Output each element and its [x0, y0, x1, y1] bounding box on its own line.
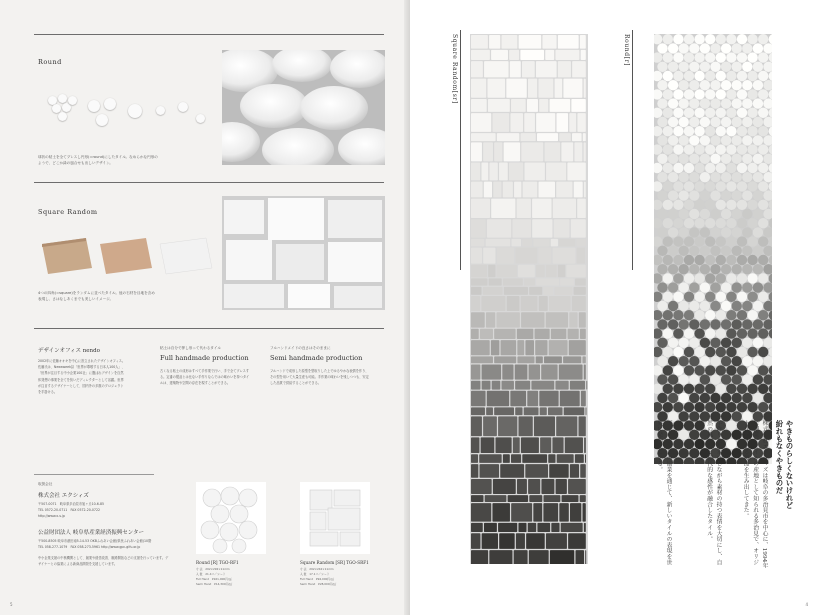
right-page-number: 4 [805, 602, 808, 607]
org-name: 公益財団法人 岐阜県産業経済振興センター [38, 530, 145, 536]
round-product-count: 入 数 21.4コ／シート [196, 572, 226, 576]
round-product-image [196, 482, 266, 554]
square-random-tile-samples [38, 224, 218, 294]
section-rule [34, 182, 384, 183]
round-tile-samples [38, 74, 218, 144]
square-random-product-full-price: Full Hand ¥94,000円/㎡ [300, 577, 334, 581]
designer-name: デザインオフィス nendo [38, 348, 100, 354]
round-product-name: Round [R] TGO-RF1 [196, 560, 239, 565]
right-page [410, 0, 820, 615]
company-address: 〒507-0071 岐阜県多治見市旭ヶ丘10-6-85 [38, 502, 105, 506]
left-page-number: 5 [10, 602, 13, 607]
headline-line-1: やきものらしくないけれど [785, 420, 794, 509]
square-random-title: Square Random [38, 208, 98, 216]
r-label-line [632, 30, 633, 270]
round-caption: 球状の粘土を全てプレスし円形(=round)にしたタイル。なめらかな円形のようで、どこか緑の風合せも出しいデザイン。 [38, 155, 158, 165]
square-random-product-semi-price: Semi Hand ¥28,000円/㎡ [300, 582, 337, 586]
org-note: 中小企業支援の中核機関として、創業や経営改善、販路開拓などの支援を行っています。デザイナーとの協業による新商品開発を支援しています。 [38, 556, 169, 566]
round-gradient-photo [654, 34, 772, 464]
round-product-semi-price: Semi Hand ¥14,300円/㎡ [196, 582, 233, 586]
sr-label-line [460, 30, 461, 270]
org-address: 〒500-8505 岐阜市薮田南5-14-53 OKBふれあい会館(県民ふれあい会館)10階 [38, 539, 152, 543]
company-name: 株式会社 エクシィズ [38, 493, 89, 499]
round-title: Round [38, 58, 62, 66]
square-random-product-count: 入 数 17.1コ／シート [300, 572, 330, 576]
semi-handmade-title: Semi handmade production [270, 354, 363, 362]
square-random-product-name: Square Random [SR] TGO-SRF1 [300, 560, 369, 565]
square-random-label: Square Random[sr] [451, 34, 458, 104]
headline-line-2: 紛れもなくやきものだ [775, 420, 784, 494]
square-random-gradient-photo [470, 34, 588, 564]
semi-handmade-kicker: フルハンドメイドの良さはそのままに [270, 346, 331, 350]
body-column-2: 手作りを基本にしながら素材の持つ表情を大切にし、自然の風合いと現代的な感性が融合したタイル。 [705, 420, 721, 565]
full-handmade-title: Full handmade production [160, 354, 249, 362]
body-column-1: 株式会社エクシィズは岐阜の多治見市を中心に、1994年に創業。タイルの産地として知られる多治見で、オリジナリティある製品を生み出してきた。 [742, 420, 767, 569]
square-random-product-image [300, 482, 370, 554]
square-random-product-size: 寸 法 292×242×11mm [300, 567, 334, 571]
round-product-size: 寸 法 292×292×11mm [196, 567, 230, 571]
square-random-caption: 4つの四角(=square)をランダムに並べたタイル。他の石材を目地を含め表現し、さはなしあくまでも美しいイメージ。 [38, 291, 155, 301]
round-tile-closeup-icon [222, 50, 385, 165]
body-column-3: デザイナーとの協業を通じて、新しいタイルの表現を世界に発信している。 [655, 420, 671, 565]
contact-rule [34, 474, 154, 475]
company-url[interactable]: http://www.x-s.jp [38, 514, 65, 518]
full-handmade-body: 古くなる粘土の成形はすべて手作業で行い、手で全てプレスする。定番の製品とは比ない手作りならではの味わいを持つタイルは、建築物や空間の存在を現すことができる。 [160, 369, 250, 386]
round-tile-photo [222, 50, 385, 165]
section-rule [34, 328, 384, 329]
headline [774, 420, 794, 570]
contact-heading: 取扱会社 [38, 482, 53, 486]
round-product-full-price: Full Hand ¥161,000円/㎡ [196, 577, 232, 581]
section-rule [34, 34, 384, 35]
round-label: Round[r] [623, 34, 630, 67]
company-tel: TEL 0572-20-0711 FAX 0572-20-0722 [38, 508, 101, 512]
designer-bio: 2002年に佐藤オオキを中心に設立されたデザインオフィス。佐藤氏は、Newsweek誌「世界が尊敬する日本人100人」、「世界が注目する中小企業100社」に選ばれデザインを自然体発想の事業を全てを紡いだディレクターとして活躍。世界が注目するデザイナーとして、国内外の多数のプロジェクトを手掛ける。 [38, 359, 126, 395]
full-handmade-kicker: 粘土は自分で押し形って代わるタイル [160, 346, 222, 350]
org-tel: TEL 058-277-1079 FAX 058-273-5961 http://www.gpc-gifu.or.jp [38, 545, 141, 549]
square-random-tile-photo [222, 196, 385, 310]
square-tile-closeup-icon [222, 196, 385, 310]
semi-handmade-body: フルハンドで成形した原型を型取りした上でゆるやかな表情を作り、その型を用いて大量生産も可能。手作業の味わいを残しつつも、安定した品質で供給することができる。 [270, 369, 369, 386]
